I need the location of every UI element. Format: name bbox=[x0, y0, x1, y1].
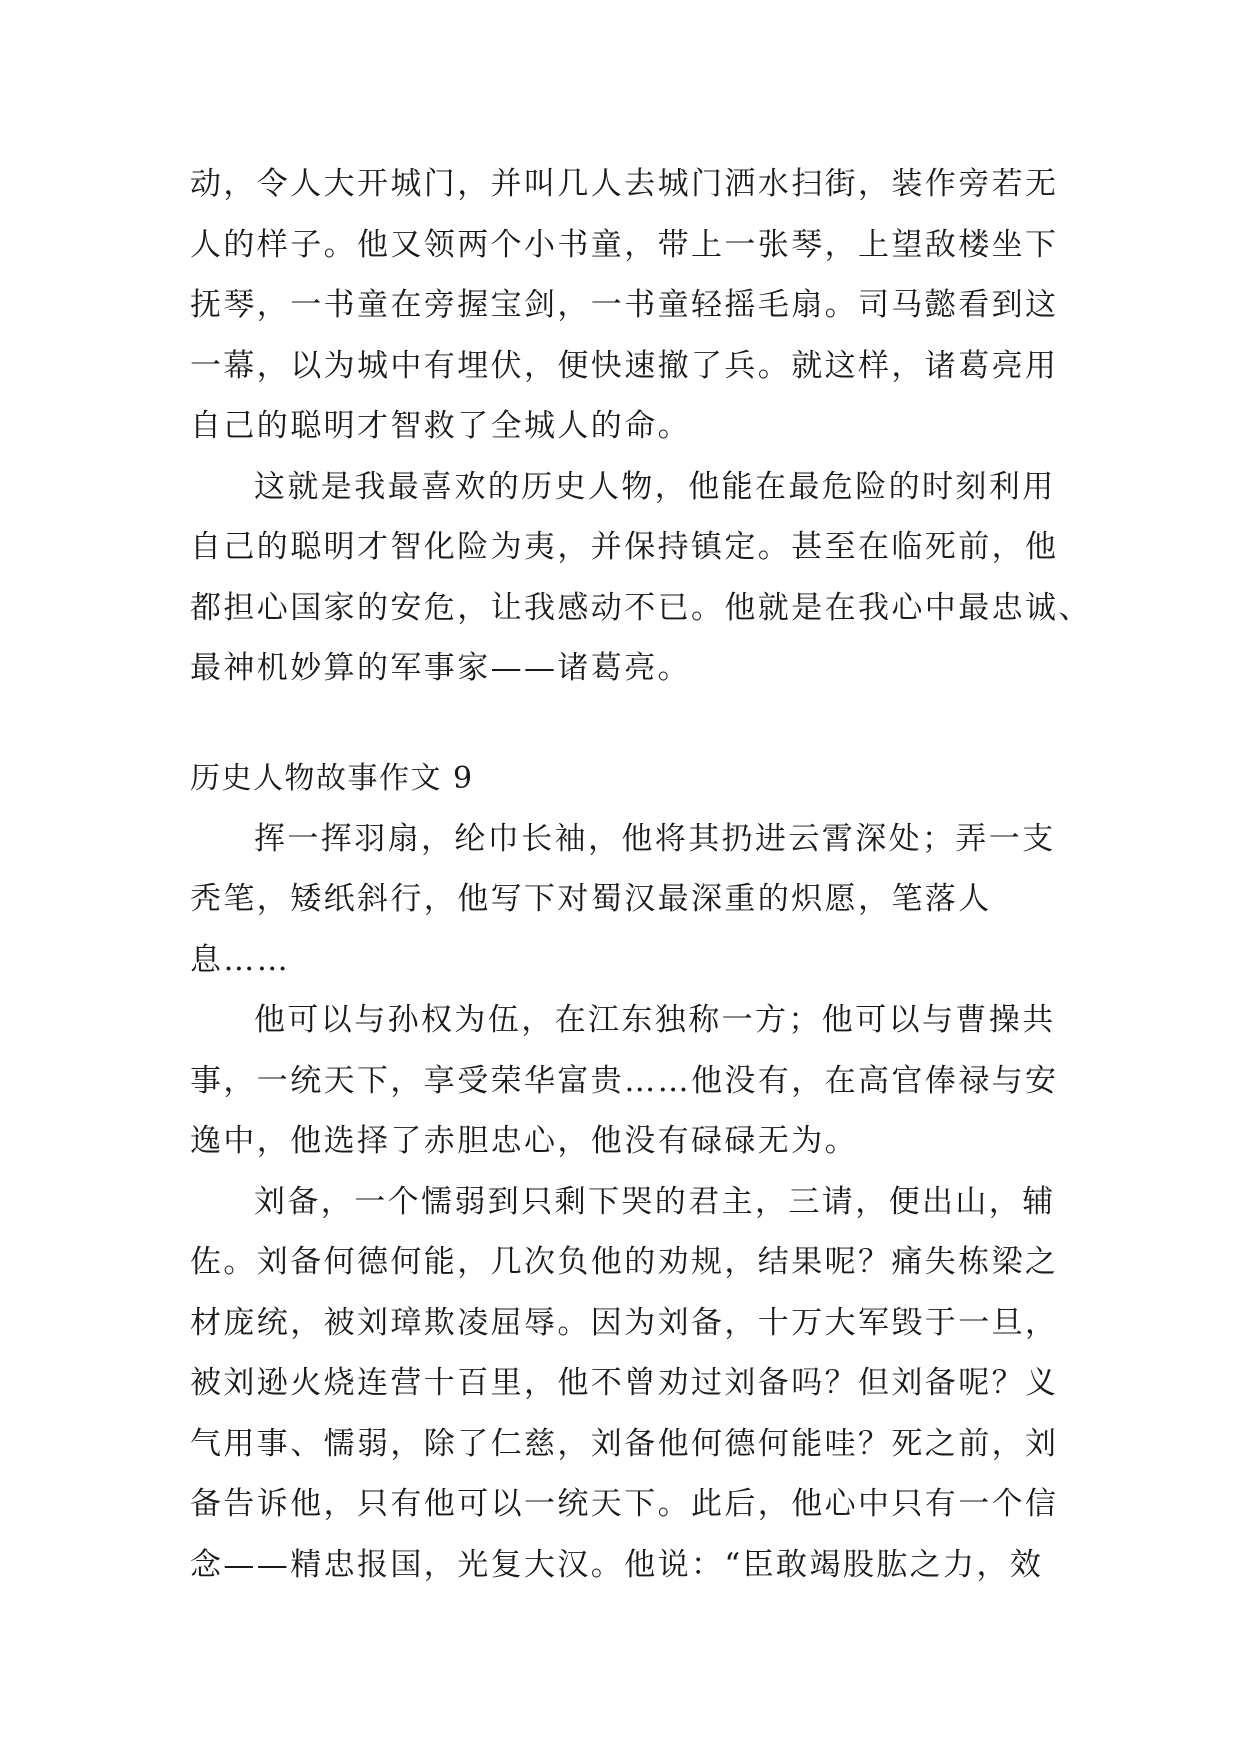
paragraph-3 bbox=[190, 809, 1056, 991]
paragraph-line: 自己的聪明才智化险为夷，并保持镇定。甚至在临死前，他 bbox=[190, 529, 1059, 565]
paragraph-2 bbox=[190, 457, 1092, 699]
paragraph-line: 秃笔，矮纸斜行，他写下对蜀汉最深重的炽愿，笔落人 bbox=[190, 881, 992, 917]
paragraph-line: 念——精忠报国，光复大汉。他说：“臣敢竭股肱之力，效 bbox=[190, 1546, 1044, 1583]
document-page bbox=[190, 154, 1092, 1595]
paragraph-5 bbox=[190, 1172, 1059, 1596]
paragraph-4 bbox=[190, 990, 1059, 1172]
paragraph-1 bbox=[190, 154, 1059, 457]
paragraph-line: 自己的聪明才智救了全城人的命。 bbox=[190, 408, 691, 444]
paragraph-line: 这就是我最喜欢的历史人物，他能在最危险的时刻利用 bbox=[254, 468, 1056, 505]
paragraph-line: 备告诉他，只有他可以一统天下。此后，他心中只有一个信 bbox=[190, 1486, 1059, 1522]
paragraph-line: 最神机妙算的军事家——诸葛亮。 bbox=[190, 650, 691, 686]
section-heading: 历史人物故事作文 9 bbox=[190, 760, 474, 796]
paragraph-line: 刘备，一个懦弱到只剩下哭的君主，三请，便出山，辅 bbox=[254, 1183, 1056, 1220]
paragraph-line: 一幕，以为城中有埋伏，便快速撤了兵。就这样，诸葛亮用 bbox=[190, 347, 1059, 384]
paragraph-line: 被刘逊火烧连营十百里，他不曾劝过刘备吗？但刘备呢？义 bbox=[190, 1365, 1059, 1401]
paragraph-line: 息…… bbox=[190, 941, 291, 978]
paragraph-line: 逸中，他选择了赤胆忠心，他没有碌碌无为。 bbox=[190, 1123, 858, 1159]
paragraph-line: 动，令人大开城门，并叫几人去城门洒水扫街，装作旁若无 bbox=[190, 166, 1059, 202]
paragraph-line: 气用事、懦弱，除了仁慈，刘备他何德何能哇？死之前，刘 bbox=[190, 1425, 1059, 1462]
paragraph-line: 人的样子。他又领两个小书童，带上一张琴，上望敌楼坐下 bbox=[190, 226, 1059, 263]
paragraph-line: 佐。刘备何德何能，几次负他的劝规，结果呢？痛失栋梁之 bbox=[190, 1244, 1059, 1280]
paragraph-line: 都担心国家的安危，让我感动不已。他就是在我心中最忠诚、 bbox=[190, 589, 1092, 626]
paragraph-line: 挥一挥羽扇，纶巾长袖，他将其扔进云霄深处；弄一支 bbox=[254, 820, 1056, 857]
paragraph-line: 材庞统，被刘璋欺凌屈辱。因为刘备，十万大军毁于一旦， bbox=[190, 1304, 1059, 1341]
paragraph-line: 抚琴，一书童在旁握宝剑，一书童轻摇毛扇。司马懿看到这 bbox=[190, 287, 1059, 323]
paragraph-line: 事，一统天下，享受荣华富贵……他没有，在高官俸禄与安 bbox=[190, 1062, 1059, 1099]
paragraph-line: 他可以与孙权为伍，在江东独称一方；他可以与曹操共 bbox=[254, 1002, 1056, 1038]
